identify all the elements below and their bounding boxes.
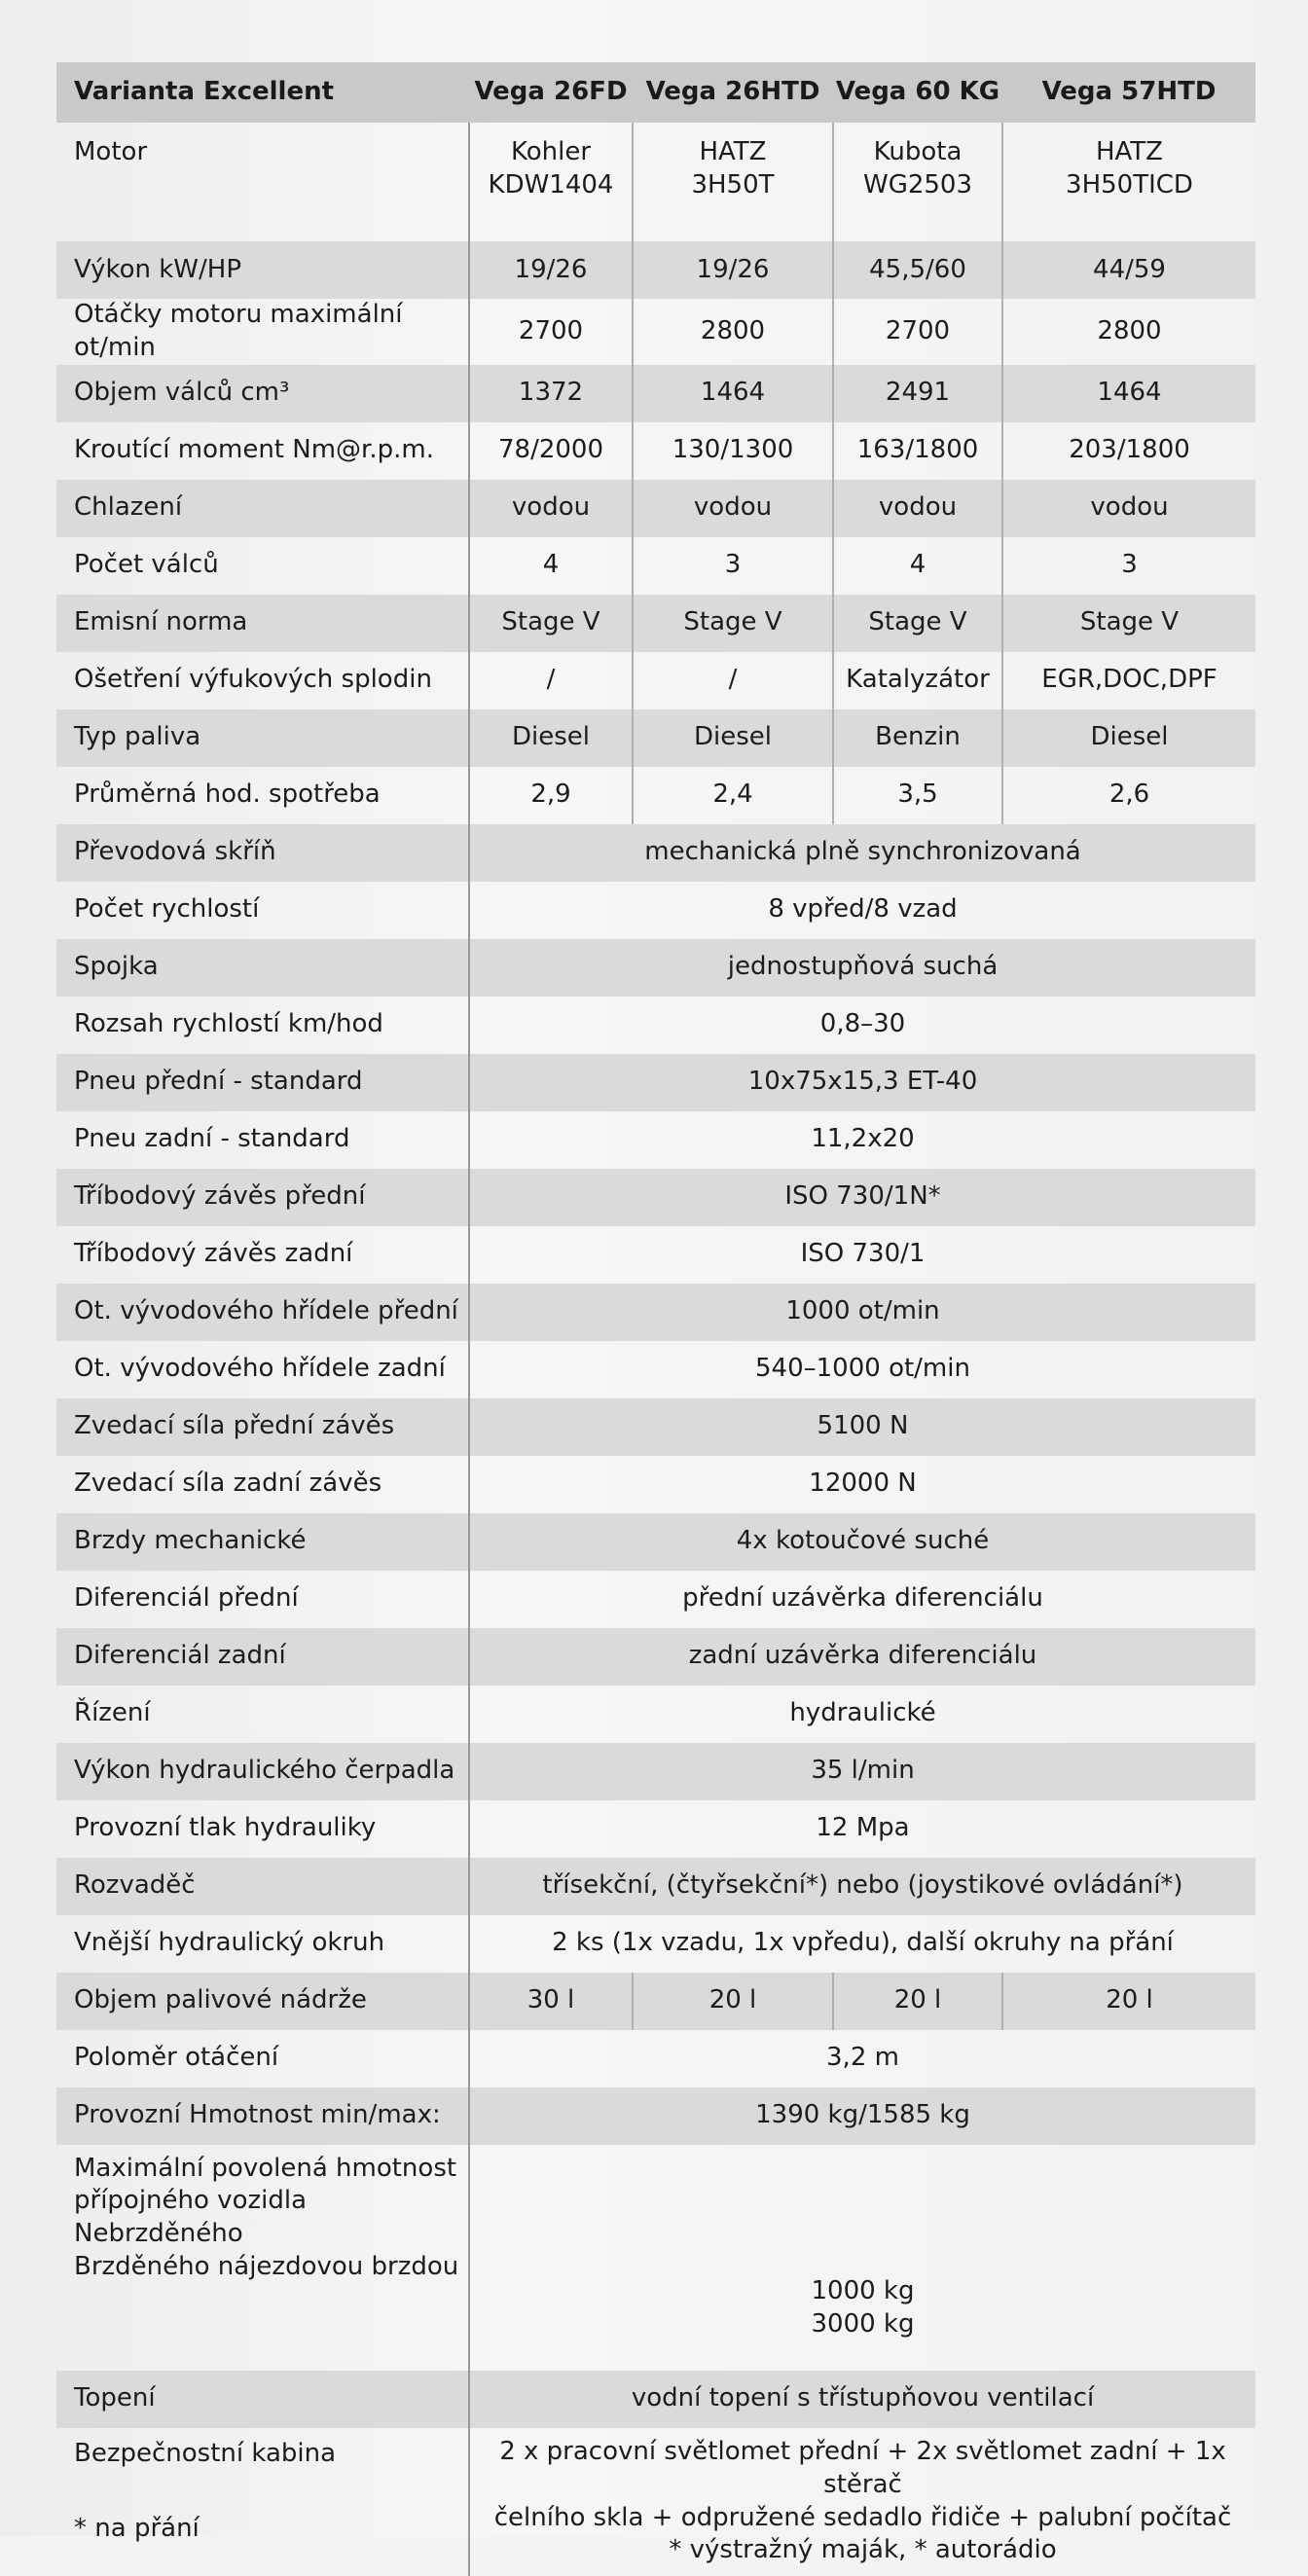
row-label: Ot. vývodového hřídele zadní <box>56 1341 469 1398</box>
table-row <box>56 1284 1255 1341</box>
cell: 44/59 <box>1002 241 1255 299</box>
table-row <box>56 365 1255 422</box>
table-row <box>56 1169 1255 1226</box>
cell: 19/26 <box>469 241 633 299</box>
span-cell: 12000 N <box>809 1469 917 1499</box>
table-row <box>56 882 1255 939</box>
cell: 4 <box>469 537 633 595</box>
model-header: Vega 26HTD <box>633 62 833 123</box>
span-cell: ISO 730/1 <box>800 1239 926 1269</box>
cell: vodou <box>1002 480 1255 537</box>
value-line: čelního skla + odpružené sedadlo řidiče + palubní počítač <box>493 2502 1232 2532</box>
table-row <box>56 422 1255 480</box>
table-row <box>56 824 1255 882</box>
row-label: Topení <box>56 2371 469 2428</box>
cell: 2,9 <box>469 767 633 824</box>
cell: Katalyzátor <box>833 652 1002 709</box>
cell: 2,4 <box>633 767 833 824</box>
cell: 20 l <box>1002 1973 1255 2030</box>
value-line: 2 x pracovní světlomet přední + 2x světlomet zadní + 1x stěrač <box>499 2437 1226 2499</box>
row-label: Brzdy mechanické <box>56 1513 469 1571</box>
row-label: Provozní tlak hydrauliky <box>56 1800 469 1858</box>
row-label: Spojka <box>56 939 469 997</box>
row-label: Výkon kW/HP <box>56 241 469 299</box>
cell: 203/1800 <box>1069 435 1190 465</box>
cell: Stage V <box>633 595 833 652</box>
span-cell: 3,2 m <box>826 2043 899 2073</box>
row-label: Kroutící moment Nm@r.p.m. <box>56 422 469 480</box>
table-row <box>56 652 1255 709</box>
table-row <box>56 1341 1255 1398</box>
row-label: Motor <box>56 123 469 241</box>
table-row <box>56 1628 1255 1686</box>
cell: Benzin <box>833 709 1002 767</box>
cell: vodou <box>469 480 633 537</box>
label-line: Brzděného nájezdovou brzdou <box>74 2251 459 2281</box>
span-cell: třísekční, (čtyřsekční*) nebo (joystikové ovládání*) <box>469 1858 1255 1915</box>
cell: Diesel <box>469 709 633 767</box>
table-row <box>56 1858 1255 1915</box>
label-line: Bezpečnostní kabina <box>74 2438 337 2468</box>
table-row <box>56 2030 1255 2087</box>
cell: Kohler KDW1404 <box>469 123 633 241</box>
cell: Stage V <box>833 595 1002 652</box>
table-row <box>56 1456 1255 1513</box>
span-cell: ISO 730/1N* <box>469 1169 1255 1226</box>
header-row <box>56 62 1255 123</box>
row-label: Diferenciál zadní <box>56 1628 469 1686</box>
spec-table <box>56 62 1255 2576</box>
cell: 2491 <box>833 365 1002 422</box>
value-line: * výstražný maják, * autorádio <box>669 2535 1057 2565</box>
cell: 20 l <box>633 1973 833 2030</box>
cell: 1372 <box>469 365 633 422</box>
cell: vodou <box>833 480 1002 537</box>
table-row <box>56 1800 1255 1858</box>
table-row <box>56 939 1255 997</box>
span-cell: 1000 ot/min <box>469 1284 1255 1341</box>
table-row <box>56 767 1255 824</box>
row-label: Chlazení <box>56 480 469 537</box>
row-label: Rozsah rychlostí km/hod <box>56 997 469 1054</box>
cell: 3 <box>633 537 833 595</box>
row-label: Ot. vývodového hřídele přední <box>56 1284 469 1341</box>
row-label: Typ paliva <box>56 709 469 767</box>
row-label: Tříbodový závěs zadní <box>56 1226 469 1284</box>
value-line: 1000 kg <box>811 2276 915 2305</box>
table-row <box>56 1743 1255 1800</box>
cell: Stage V <box>1002 595 1255 652</box>
span-cell: zadní uzávěrka diferenciálu <box>469 1628 1255 1686</box>
table-row <box>56 595 1255 652</box>
model-header: Vega 60 KG <box>833 62 1002 123</box>
row-label: Počet válců <box>56 537 469 595</box>
row-label: Rozvaděč <box>56 1858 469 1915</box>
table-row <box>56 1226 1255 1284</box>
table-row <box>56 1398 1255 1456</box>
row-label: Řízení <box>56 1686 469 1743</box>
table-row <box>56 299 1255 365</box>
span-cell: 5100 N <box>469 1398 1255 1456</box>
cell: Stage V <box>469 595 633 652</box>
table-row <box>56 537 1255 595</box>
row-label: Počet rychlostí <box>56 882 469 939</box>
table-row <box>56 2428 1255 2576</box>
table-row <box>56 1571 1255 1628</box>
label-line: Nebrzděného <box>74 2219 243 2249</box>
span-cell: přední uzávěrka diferenciálu <box>682 1583 1043 1614</box>
table-row <box>56 2371 1255 2428</box>
row-label: Otáčky motoru maximální ot/min <box>56 299 469 365</box>
span-cell: hydraulické <box>789 1698 936 1728</box>
cell: 4 <box>833 537 1002 595</box>
cell: HATZ 3H50T <box>633 123 833 241</box>
row-label: Převodová skříň <box>56 824 469 882</box>
trailer-values <box>469 2145 1255 2371</box>
table-row <box>56 1513 1255 1571</box>
table-row <box>56 709 1255 767</box>
row-label: Diferenciál přední <box>56 1571 469 1628</box>
cell: 2800 <box>1097 315 1162 345</box>
row-label: Vnější hydraulický okruh <box>56 1915 469 1973</box>
cell: / <box>469 652 633 709</box>
cell: 1464 <box>1002 365 1255 422</box>
table-row <box>56 1686 1255 1743</box>
table-row <box>56 1054 1255 1111</box>
cell: 130/1300 <box>633 422 833 480</box>
row-label: Objem válců cm³ <box>56 365 469 422</box>
span-cell: 2 ks (1x vzadu, 1x vpředu), další okruhy na přání <box>552 1928 1174 1958</box>
footnote: * na přání <box>74 2514 200 2544</box>
span-cell: 12 Mpa <box>816 1813 910 1843</box>
model-header: Vega 57HTD <box>1002 62 1255 123</box>
label-line: přípojného vozidla <box>74 2186 308 2216</box>
row-label: Průměrná hod. spotřeba <box>56 767 469 824</box>
table-row <box>56 123 1255 241</box>
cell: 20 l <box>833 1973 1002 2030</box>
table-row <box>56 480 1255 537</box>
row-label: Emisní norma <box>56 595 469 652</box>
span-cell: jednostupňová suchá <box>469 939 1255 997</box>
row-label: Tříbodový závěs přední <box>56 1169 469 1226</box>
span-cell: 540–1000 ot/min <box>755 1354 970 1384</box>
model-header: Vega 26FD <box>469 62 633 123</box>
value-line: 3000 kg <box>811 2308 915 2339</box>
cell: 1464 <box>633 365 833 422</box>
cell: / <box>633 652 833 709</box>
span-cell: 11,2x20 <box>811 1124 915 1154</box>
cell: Kubota WG2503 <box>833 123 1002 241</box>
row-label: Ošetření výfukových splodin <box>56 652 469 709</box>
cabin-label <box>56 2428 469 2576</box>
table-row <box>56 2145 1255 2371</box>
row-label: Zvedací síla přední závěs <box>56 1398 469 1456</box>
span-cell: 8 vpřed/8 vzad <box>768 894 958 925</box>
cell: 78/2000 <box>469 422 633 480</box>
row-label: Zvedací síla zadní závěs <box>56 1456 469 1513</box>
row-label: Výkon hydraulického čerpadla <box>56 1743 469 1800</box>
cell: 45,5/60 <box>833 241 1002 299</box>
row-label: Pneu zadní - standard <box>56 1111 469 1169</box>
cell: EGR,DOC,DPF <box>1041 665 1217 695</box>
span-cell: mechanická plně synchronizovaná <box>469 824 1255 882</box>
table-row <box>56 2087 1255 2145</box>
cell: 30 l <box>469 1973 633 2030</box>
variant-header: Varianta Excellent <box>56 62 469 123</box>
row-label: Objem palivové nádrže <box>56 1973 469 2030</box>
span-cell: 10x75x15,3 ET-40 <box>469 1054 1255 1111</box>
trailer-label <box>56 2145 469 2371</box>
cell: 2800 <box>633 299 833 365</box>
cell: Diesel <box>1002 709 1255 767</box>
table-row <box>56 1111 1255 1169</box>
label-line: Maximální povolená hmotnost <box>74 2153 457 2183</box>
row-label: Poloměr otáčení <box>56 2030 469 2087</box>
table-row <box>56 241 1255 299</box>
row-label: Provozní Hmotnost min/max: <box>56 2087 469 2145</box>
cell: 2700 <box>469 299 633 365</box>
cell: 3,5 <box>833 767 1002 824</box>
cell: 163/1800 <box>833 422 1002 480</box>
table-row <box>56 1973 1255 2030</box>
cell: 2,6 <box>1108 780 1150 810</box>
cell: Diesel <box>633 709 833 767</box>
row-label: Pneu přední - standard <box>56 1054 469 1111</box>
table-row <box>56 1915 1255 1973</box>
span-cell: 0,8–30 <box>819 1009 906 1039</box>
cabin-values <box>469 2428 1255 2576</box>
cell: 3 <box>1121 550 1138 580</box>
span-cell: 1390 kg/1585 kg <box>469 2087 1255 2145</box>
span-cell: 4x kotoučové suché <box>469 1513 1255 1571</box>
cell: 2700 <box>833 299 1002 365</box>
cell: HATZ 3H50TICD <box>1066 137 1193 200</box>
cell: 19/26 <box>633 241 833 299</box>
cell: vodou <box>633 480 833 537</box>
span-cell: vodní topení s třístupňovou ventilací <box>469 2371 1255 2428</box>
table-row <box>56 997 1255 1054</box>
span-cell: 35 l/min <box>469 1743 1255 1800</box>
